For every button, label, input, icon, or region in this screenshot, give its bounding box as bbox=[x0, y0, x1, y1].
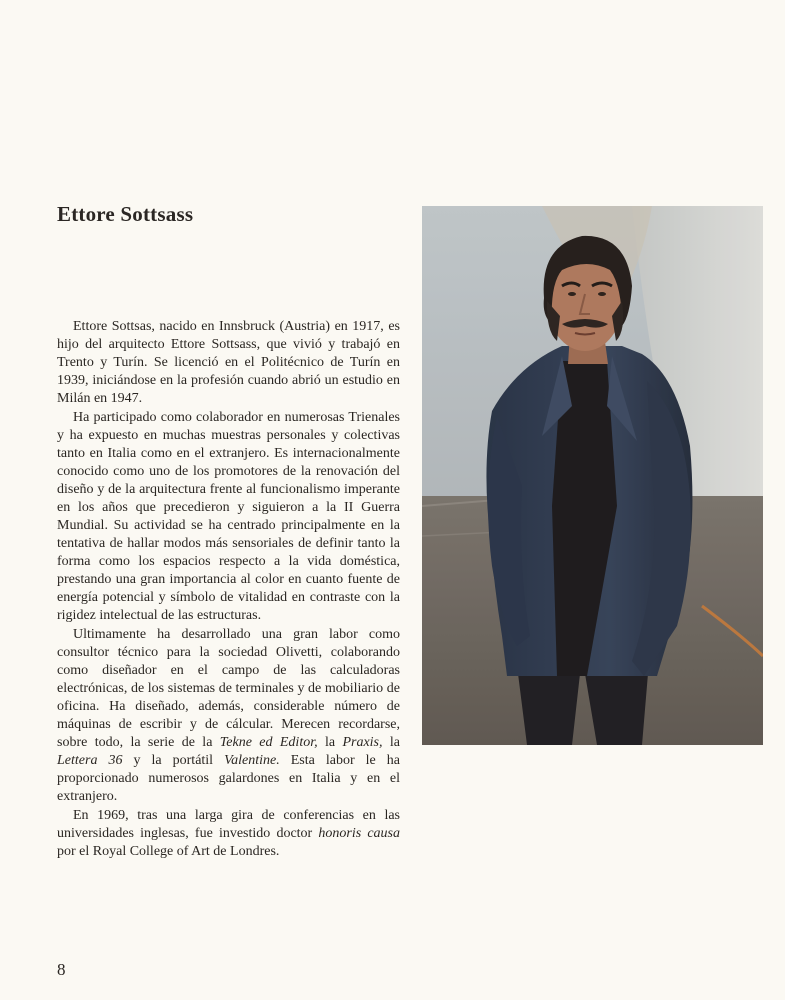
article-body bbox=[57, 318, 400, 861]
product-name-tekne: Tekne ed Editor, bbox=[219, 735, 318, 750]
paragraph-3-text-2: la bbox=[317, 735, 343, 750]
film-tint bbox=[422, 206, 763, 745]
honoris-causa-phrase: honoris causa bbox=[318, 826, 401, 841]
product-name-lettera: Lettera 36 bbox=[57, 753, 123, 768]
paragraph-4-text-1: En 1969, tras una larga gira de conferencias en las universidades inglesas, fue investido doctor bbox=[57, 808, 400, 841]
paragraph-4 bbox=[57, 807, 400, 861]
paragraph-2: Ha participado como colaborador en numerosas Trienales y ha expuesto en muchas muestras personales y colectivas tanto en Italia como en el extranjero. Es internacionalmente conocido como uno de los promotores de la renovación del diseño y de la arquitectura frente al funcionalismo imperante en los años que precedieron y siguieron a la II Guerra Mundial. Su actividad se ha centrado principalmente en la tentativa de hallar modos más sensoriales de definir tanto la forma como los espacios respecto a la vida doméstica, prestando una gran importancia al color en cuanto fuente de energía potencial y símbolo de vitalidad en contraste con la rigidez intelectual de las estructuras. bbox=[57, 410, 400, 623]
paragraph-3-text-5: Esta labor le ha proporcionado numerosos galardones en Italia y en el extranjero. bbox=[57, 753, 400, 804]
portrait-illustration bbox=[422, 206, 763, 745]
product-name-valentine: Valentine. bbox=[224, 753, 280, 768]
paragraph-3-text-3: la bbox=[382, 735, 400, 750]
product-name-praxis: Praxis, bbox=[342, 735, 383, 750]
paragraph-3-text-1: Ultimamente ha desarrollado una gran labor como consultor técnico para la sociedad Olivetti, colaborando como diseñador en el campo de las calculadoras electrónicas, de los sistemas de terminales y de mobiliario de oficina. Ha diseñado, además, considerable número de máquinas de escribir y de cálcular. Merecen recordarse, sobre todo, la serie de la bbox=[57, 627, 400, 750]
paragraph-4-text-2: por el Royal College of Art de Londres. bbox=[57, 844, 280, 859]
paragraph-1: Ettore Sottsas, nacido en Innsbruck (Austria) en 1917, es hijo del arquitecto Ettore Sottsass, que vivió y trabajó en Trento y Turín. Se licenció en el Politécnico de Turín en 1939, iniciándose en la profesión cuando abrió un estudio en Milán en 1947. bbox=[57, 319, 400, 406]
portrait-photo bbox=[422, 206, 763, 745]
paragraph-3-text-4: y la portátil bbox=[122, 753, 225, 768]
page-number: 8 bbox=[57, 960, 66, 979]
paragraph-3 bbox=[57, 626, 400, 806]
article-title: Ettore Sottsass bbox=[57, 202, 194, 226]
